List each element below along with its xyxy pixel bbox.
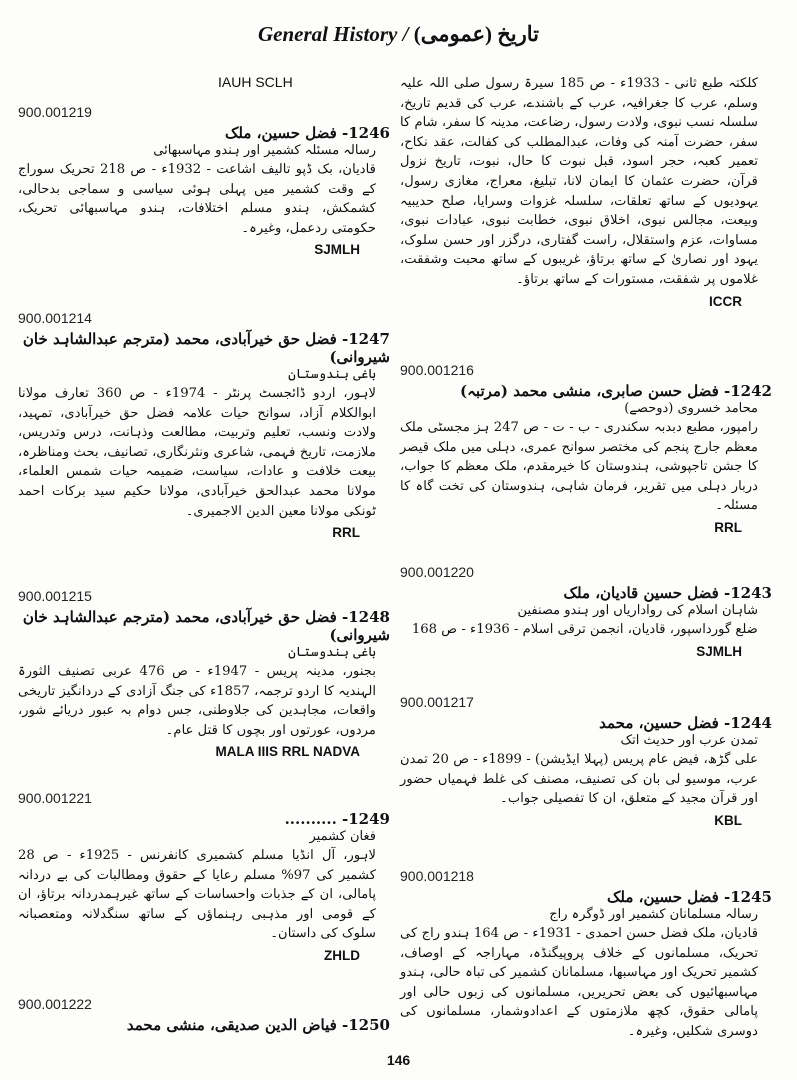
library-codes: RRL xyxy=(714,519,742,535)
call-number: 900.001220 xyxy=(400,564,474,580)
call-number: 900.001218 xyxy=(400,868,474,884)
entry-body: بجنور، مدینہ پریس - 1947ء - ص 476 عربی تصنیف الثورۃ الہندیہ کا اردو ترجمہ، 1857ء کی جنگ آزادی کے دردانگیز تاریخی واقعات، مجاہدین کی جلاوطنی، جس دوام بہ عبور دریائے شور، مردوں، عورتوں اور بچوں کا قتل عام۔ xyxy=(18,664,376,738)
entry-title: 1243- فضل حسین قادیان، ملک xyxy=(563,584,772,602)
catalog-entry xyxy=(18,104,390,257)
entry-subtitle: باغی ہندوستان xyxy=(288,645,376,660)
entry-title: 1245- فضل حسین، ملک xyxy=(606,888,772,906)
entry-subtitle: محامد خسروی (دوحصے) xyxy=(624,401,758,416)
catalog-entry xyxy=(400,362,772,535)
library-codes: SJMLH xyxy=(314,242,360,258)
catalog-entry xyxy=(18,588,390,759)
catalog-entry xyxy=(400,868,772,1042)
entry-title: 1250- فیاض الدین صدیقی، منشی محمد xyxy=(126,1016,390,1034)
entry-body: قادیان، ملک فضل حسن احمدی - 1931ء - ص 164 ہندو راج کی تحریک، مسلمانوں کے خلاف پروپیگنڈہ، مہاراجہ کے اوصاف، کشمیر تحریک اور مہاسبھا، مسلمانان کشمیر کی تباہ حالی، ہندو مہاسبھائیوں کی بعض تحریریں، مسلمانوں کی زبوں حالی اور پامالی حقوق، کچھ ملازمتوں کے اعدادوشمار، مسلمانوں کی دوسری شکلیں، وغیرہ۔ xyxy=(400,926,758,1039)
entry-subtitle: رسالہ مسئلہ کشمیر اور ہندو مہاسبھائی xyxy=(153,143,376,158)
catalog-entry xyxy=(400,74,772,309)
library-codes: ICCR xyxy=(709,293,742,309)
entry-body: لاہور، اردو ڈائجسٹ پرنٹر - 1974ء - ص 360 تعارف مولانا ابوالکلام آزاد، سوانح حیات علامہ فضل حق خیرآبادی، تمہید، ولادت ونسب، تعلیم وتربیت، مطالعت وذہانت، درس وتدریس، ملازمت، تاریخ فہمی، شاعری ونثرنگاری، تصانیف، بحث ومناظرہ، بیعت خلافت و عادات، سیاست، ضمیمہ حیات شمس العلماء، مولانا محمد عبدالحق خیرآبادی، مولانا حکیم سید برکات احمد ٹونکی مولانا معین الدین الاجمیری۔ xyxy=(18,386,377,519)
catalog-entry xyxy=(18,790,390,963)
entry-body: ضلع گورداسپور، قادیان، انجمن ترقی اسلام - 1936ء - ص 168 xyxy=(411,622,758,637)
library-codes: KBL xyxy=(714,812,742,828)
catalog-entry xyxy=(18,310,390,540)
library-codes: SJMLH xyxy=(696,643,742,659)
entry-subtitle: تمدن عرب اور حدیث اتک xyxy=(620,733,758,748)
catalog-entry xyxy=(400,564,772,659)
entry-title: 1242- فضل حسن صابری، منشی محمد (مرتبہ) xyxy=(460,382,772,400)
entry-body: قادیان، بک ڈپو تالیف اشاعت - 1932ء - ص 218 تحریک سوراج کے وقت کشمیر میں پہلی ہوئی سیاسی و سماجی بدحالی، کشمکش، ہندو مسلم اختلافات، ہندو مہاسبھائی تحریک، حکومتی ردعمل، وغیرہ۔ xyxy=(18,162,376,236)
library-codes: RRL xyxy=(332,525,360,541)
entry-title: 1246- فضل حسین، ملک xyxy=(224,124,390,142)
library-codes: IAUH SCLH xyxy=(218,74,293,90)
entry-title: 1249- .......... xyxy=(284,810,390,828)
call-number: 900.001219 xyxy=(18,104,92,120)
entry-title: 1248- فضل حق خیرآبادی، محمد (مترجم عبدالشاہد خان شیروانی) xyxy=(22,608,390,644)
catalog-entry xyxy=(400,694,772,828)
header-title-en: General History / xyxy=(257,22,409,46)
call-number: 900.001215 xyxy=(18,588,92,604)
call-number: 900.001222 xyxy=(18,996,92,1012)
call-number: 900.001221 xyxy=(18,790,92,806)
catalog-entry xyxy=(18,996,390,1034)
library-codes: MALA IIIS RRL NADVA xyxy=(215,744,360,760)
entry-body: لاہور، آل انڈیا مسلم کشمیری کانفرنس - 1925ء - ص 28 کشمیر کی 97% مسلم رعایا کے حقوق ومطالبات کی بے دردانہ پامالی، ان کے جذبات واحساسات کے ساتھ غیرہمدردانہ برتاؤ، ان کے قومی اور مذہبی رہنماؤں کے ساتھ سنگدلانہ ومتعصبانہ سلوک کی داستان۔ xyxy=(18,848,377,942)
entry-body: علی گڑھ، فیض عام پریس (پہلا ایڈیشن) - 1899ء - ص 20 تمدن عرب، موسیو لی بان کی تصنیف، مصنف کی غلط فہمیاں حضور اور قرآن مجید کے متعلق، ان کا تفصیلی جواب۔ xyxy=(400,752,758,807)
entry-title: 1244- فضل حسین، محمد xyxy=(599,714,772,732)
right-column xyxy=(400,0,772,1080)
call-number: 900.001216 xyxy=(400,362,474,378)
entry-subtitle: رسالہ مسلمانان کشمیر اور ڈوگرہ راج xyxy=(549,907,758,922)
entry-body: رامپور، مطبع دبدبہ سکندری - ب - ت - ص 247 ہز مجسٹی ملک معظم جارج پنجم کی مختصر سوانح عمری، دہلی میں ملک قیصر کا جشن تاجپوشی، ہندوستان کا خیرمقدم، ملک معظم کا جواب، دربار دہلی میں تقریر، فرمان شاہی، ہندوستان کی تخت گاہ کا مسئلہ۔ xyxy=(400,420,759,514)
library-codes: ZHLD xyxy=(324,947,360,963)
entry-subtitle: شاہان اسلام کی رواداریاں اور ہندو مصنفین xyxy=(517,603,758,618)
page-number: 146 xyxy=(386,1052,411,1068)
entry-subtitle: فغان کشمیر xyxy=(309,829,376,844)
header-title-ur: تاریخ (عمومی) xyxy=(413,22,540,46)
call-number: 900.001217 xyxy=(400,694,474,710)
entry-subtitle: باغی ہندوستان xyxy=(288,367,376,382)
call-number: 900.001214 xyxy=(18,310,92,326)
left-column xyxy=(18,0,390,1080)
entry-body: کلکتہ طبع ثانی - 1933ء - ص 185 سیرۃ رسول صلی اللہ علیہ وسلم، عرب کا جغرافیہ، عرب کے باشندے، عرب کی قدیم تاریخ، سلسلہ نسب نبوی، ولادت رسول، رضاعت، مدینہ کا سفر، شام کا سفر، حضرت آمنہ کی وفات، عبدالمطلب کی کفالت، عقد نکاح، تعمیر کعبہ، حجر اسود، قبل نبوت کا حال، نبوت، تاریخ نزول قرآن، حضرت عثمان کا ایمان لانا، تبلیغ، معراج، مغازی رسول، یہودیوں کے ساتھ تعلقات، سلسلہ غزوات وسرایا، صلح حدیبیہ وبیعت، مجالس نبوی، اخلاق نبوی، خطابت نبوی، عبادات نبوی، مساوات، عزم واستقلال، راست گفتاری، درگزر اور حسن سلوک، یہود اور نصاریٰ کے ساتھ برتاؤ، غریبوں کے ساتھ محبت وشفقت، غلاموں پر شفقت، مستورات کے ساتھ برتاؤ۔ xyxy=(400,76,759,287)
entry-title: 1247- فضل حق خیرآبادی، محمد (مترجم عبدالشاہد خان شیروانی) xyxy=(22,330,390,366)
